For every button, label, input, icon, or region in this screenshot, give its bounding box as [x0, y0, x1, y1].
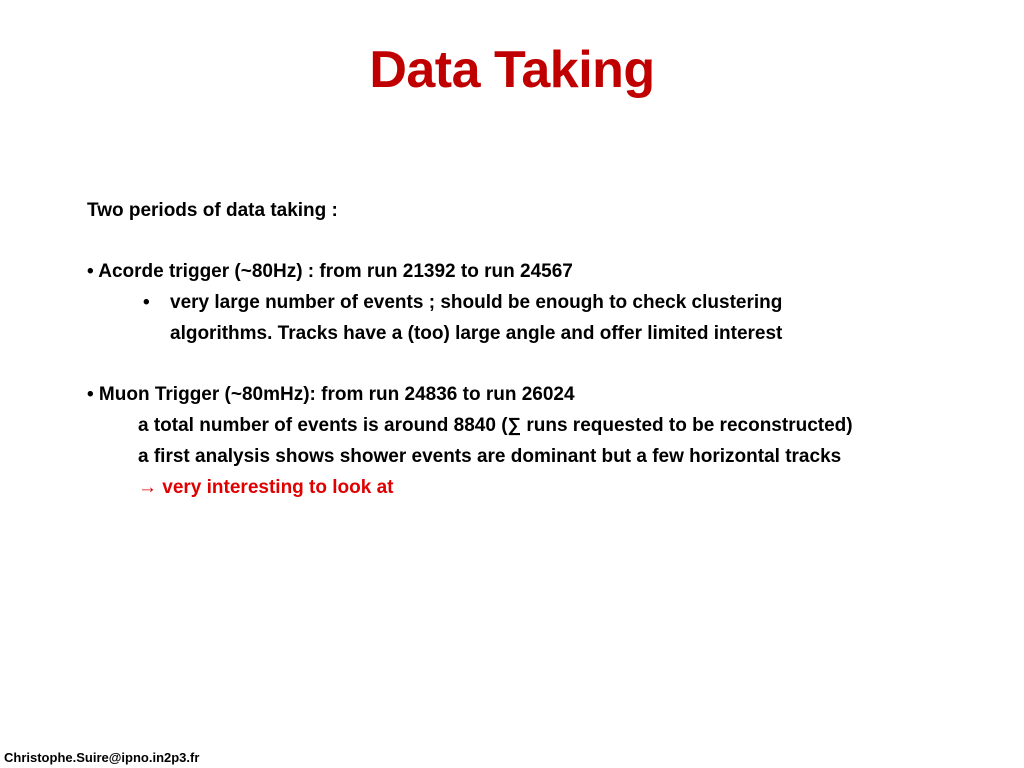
slide-body	[87, 195, 1007, 503]
muon-line-2: a first analysis shows shower events are dominant but a few horizontal tracks	[138, 446, 842, 467]
acorde-sub-line-1: very large number of events ; should be enough to check clustering	[170, 292, 783, 313]
acorde-sub-item	[87, 287, 1007, 318]
intro-text: Two periods of data taking :	[87, 200, 338, 221]
acorde-heading: • Acorde trigger (~80Hz) : from run 21392 to run 24567	[87, 261, 573, 282]
muon-highlight: → very interesting to look at	[138, 477, 394, 498]
bullet-icon: •	[143, 292, 150, 313]
muon-line-1: a total number of events is around 8840 (∑ runs requested to be reconstructed)	[138, 415, 853, 436]
acorde-sub-line-2: algorithms. Tracks have a (too) large angle and offer limited interest	[170, 323, 783, 344]
footer-email: Christophe.Suire@ipno.in2p3.fr	[4, 750, 200, 765]
spacer	[87, 226, 1007, 256]
spacer	[87, 349, 1007, 379]
muon-heading: • Muon Trigger (~80mHz): from run 24836 to run 26024	[87, 384, 575, 405]
slide-title: Data Taking	[369, 41, 655, 99]
